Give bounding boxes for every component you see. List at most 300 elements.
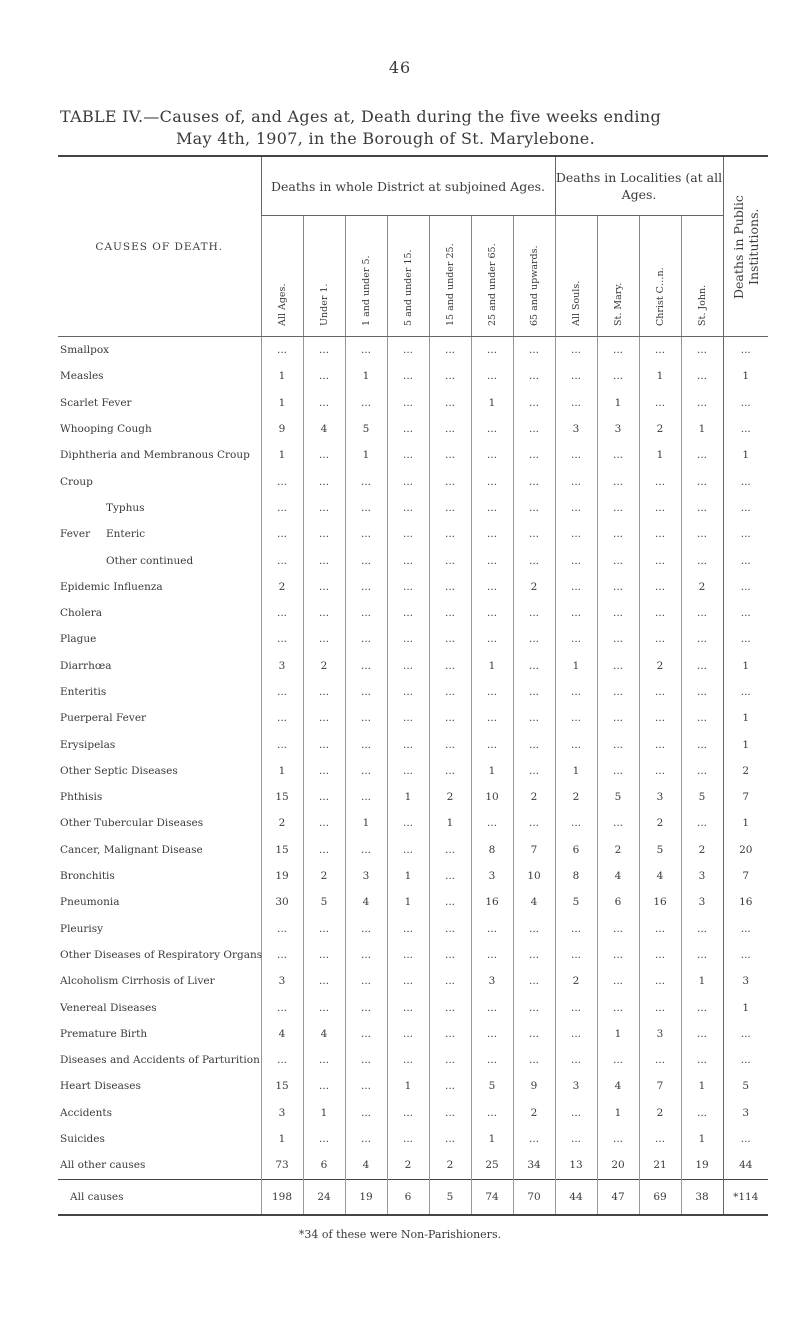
table-cell: ... xyxy=(387,1021,429,1047)
table-cell: ... xyxy=(597,994,639,1020)
table-cell: ... xyxy=(471,442,513,468)
table-cell: ... xyxy=(471,547,513,573)
cause-label: All other causes xyxy=(60,1159,146,1172)
table-cell: ... xyxy=(261,942,303,968)
table-cell: 3 xyxy=(471,968,513,994)
table-cell: ... xyxy=(555,600,597,626)
table-row xyxy=(58,626,768,652)
table-cell: 2 xyxy=(597,837,639,863)
cause-label: Pneumonia xyxy=(60,896,120,909)
table-cell: ... xyxy=(345,1021,387,1047)
table-cell: ... xyxy=(597,731,639,757)
table-cell: 2 xyxy=(555,784,597,810)
table-cell: 8 xyxy=(555,863,597,889)
table-row xyxy=(58,337,768,364)
table-cell: 15 xyxy=(261,837,303,863)
table-cell: ... xyxy=(387,1126,429,1152)
table-cell: ... xyxy=(387,495,429,521)
cause-label: Plague xyxy=(60,633,97,646)
table-cell: 2 xyxy=(387,1152,429,1179)
table-cell: ... xyxy=(471,416,513,442)
total-cell: 47 xyxy=(597,1179,639,1215)
table-cell: 1 xyxy=(261,1126,303,1152)
table-row xyxy=(58,1100,768,1126)
table-cell: ... xyxy=(723,1047,768,1073)
table-cell: 7 xyxy=(723,784,768,810)
table-cell: ... xyxy=(345,390,387,416)
table-row xyxy=(58,731,768,757)
table-cell: ... xyxy=(639,1126,681,1152)
table-cell: 2 xyxy=(555,968,597,994)
table-cell: ... xyxy=(261,705,303,731)
table-cell: 1 xyxy=(555,653,597,679)
total-cell: 69 xyxy=(639,1179,681,1215)
table-cell: ... xyxy=(723,1126,768,1152)
table-cell: ... xyxy=(513,731,555,757)
table-cell: ... xyxy=(303,547,345,573)
table-cell: 1 xyxy=(387,863,429,889)
table-cell: ... xyxy=(261,679,303,705)
table-cell: ... xyxy=(723,468,768,494)
table-cell: ... xyxy=(429,705,471,731)
locality-col-header: St. John. xyxy=(681,216,723,337)
table-cell: ... xyxy=(681,442,723,468)
table-row xyxy=(58,1073,768,1099)
table-cell: ... xyxy=(387,521,429,547)
table-cell: ... xyxy=(513,468,555,494)
table-cell: ... xyxy=(597,758,639,784)
cause-label: Other Diseases of Respiratory Organs xyxy=(60,948,263,961)
table-cell: 4 xyxy=(597,1073,639,1099)
table-cell: 8 xyxy=(471,837,513,863)
table-cell: ... xyxy=(639,679,681,705)
table-cell: ... xyxy=(387,547,429,573)
table-cell: ... xyxy=(345,521,387,547)
table-cell: ... xyxy=(303,784,345,810)
table-cell: ... xyxy=(303,468,345,494)
table-cell: 1 xyxy=(681,416,723,442)
table-cell: ... xyxy=(513,1021,555,1047)
table-cell: ... xyxy=(513,705,555,731)
table-cell: 6 xyxy=(303,1152,345,1179)
table-cell: ... xyxy=(345,600,387,626)
table-cell: ... xyxy=(681,363,723,389)
table-cell: 1 xyxy=(261,363,303,389)
table-cell: 1 xyxy=(345,442,387,468)
table-row xyxy=(58,784,768,810)
table-cell: 1 xyxy=(387,889,429,915)
cause-label: Scarlet Fever xyxy=(60,396,132,409)
table-row xyxy=(58,521,768,547)
table-cell: ... xyxy=(555,574,597,600)
table-cell: 4 xyxy=(513,889,555,915)
cause-label: Typhus xyxy=(106,501,145,514)
table-cell: ... xyxy=(345,758,387,784)
table-cell: ... xyxy=(681,521,723,547)
table-cell: ... xyxy=(429,468,471,494)
table-cell: 15 xyxy=(261,1073,303,1099)
table-cell: ... xyxy=(513,495,555,521)
table-cell: ... xyxy=(471,942,513,968)
table-cell: ... xyxy=(261,626,303,652)
table-cell: ... xyxy=(345,574,387,600)
age-col-header: 65 and upwards. xyxy=(513,216,555,337)
table-cell: ... xyxy=(345,626,387,652)
table-cell: 5 xyxy=(681,784,723,810)
table-cell: ... xyxy=(513,442,555,468)
table-cell: 1 xyxy=(723,442,768,468)
table-cell: ... xyxy=(303,495,345,521)
table-cell: ... xyxy=(471,1100,513,1126)
causes-header: CAUSES OF DEATH. xyxy=(58,157,261,337)
table-cell: ... xyxy=(681,994,723,1020)
table-row xyxy=(58,363,768,389)
table-row xyxy=(58,810,768,836)
table-cell: ... xyxy=(513,968,555,994)
table-cell: 4 xyxy=(639,863,681,889)
table-cell: ... xyxy=(471,495,513,521)
table-cell: ... xyxy=(429,837,471,863)
table-cell: 1 xyxy=(387,1073,429,1099)
table-cell: ... xyxy=(387,442,429,468)
table-cell: 2 xyxy=(261,810,303,836)
table-cell: 4 xyxy=(261,1021,303,1047)
table-cell: ... xyxy=(261,521,303,547)
table-cell: ... xyxy=(513,416,555,442)
cause-label: Erysipelas xyxy=(60,738,116,751)
table-cell: ... xyxy=(387,363,429,389)
table-cell: ... xyxy=(723,626,768,652)
table-cell: ... xyxy=(513,547,555,573)
total-cell: *114 xyxy=(723,1179,768,1215)
table-cell: ... xyxy=(513,653,555,679)
table-cell: ... xyxy=(639,574,681,600)
table-cell: ... xyxy=(429,679,471,705)
table-cell: ... xyxy=(681,679,723,705)
table-cell: ... xyxy=(555,468,597,494)
total-cell: 19 xyxy=(345,1179,387,1215)
table-cell: 3 xyxy=(345,863,387,889)
table-cell: ... xyxy=(471,916,513,942)
table-cell: 4 xyxy=(345,1152,387,1179)
table-cell: 2 xyxy=(513,784,555,810)
cause-label: Venereal Diseases xyxy=(60,1001,157,1014)
table-cell: ... xyxy=(303,600,345,626)
table-cell: ... xyxy=(639,521,681,547)
table-cell: ... xyxy=(639,468,681,494)
table-cell: ... xyxy=(723,416,768,442)
table-cell: ... xyxy=(303,837,345,863)
table-cell: ... xyxy=(429,574,471,600)
table-cell: ... xyxy=(429,390,471,416)
table-cell: ... xyxy=(597,1047,639,1073)
table-cell: 2 xyxy=(681,574,723,600)
table-cell: ... xyxy=(681,1100,723,1126)
table-cell: ... xyxy=(345,994,387,1020)
table-cell: ... xyxy=(387,626,429,652)
table-cell: ... xyxy=(681,626,723,652)
cause-label: Other continued xyxy=(106,554,194,567)
table-cell: 3 xyxy=(639,1021,681,1047)
table-cell: ... xyxy=(639,1047,681,1073)
table-cell: ... xyxy=(429,600,471,626)
table-cell: 5 xyxy=(471,1073,513,1099)
table-cell: ... xyxy=(429,521,471,547)
cause-label: Diarrhœa xyxy=(60,659,112,672)
table-cell: ... xyxy=(303,363,345,389)
table-row xyxy=(58,889,768,915)
table-cell: ... xyxy=(597,653,639,679)
table-cell: ... xyxy=(429,916,471,942)
table-title xyxy=(60,106,770,150)
table-cell: ... xyxy=(639,968,681,994)
public-institutions-header: Deaths in Public Institutions. xyxy=(723,157,768,337)
table-cell: ... xyxy=(639,942,681,968)
age-col-header: 5 and under 15. xyxy=(387,216,429,337)
table-cell: 4 xyxy=(345,889,387,915)
table-cell: ... xyxy=(429,547,471,573)
table-row xyxy=(58,416,768,442)
cause-label: Premature Birth xyxy=(60,1027,148,1040)
table-cell: ... xyxy=(471,521,513,547)
cause-label: Accidents xyxy=(60,1106,113,1119)
total-cell: 70 xyxy=(513,1179,555,1215)
total-cell: 5 xyxy=(429,1179,471,1215)
cause-label: Diphtheria and Membranous Croup xyxy=(60,449,250,462)
table-cell: ... xyxy=(681,337,723,364)
table-cell: ... xyxy=(261,731,303,757)
table-cell: 1 xyxy=(429,810,471,836)
table-cell: ... xyxy=(555,994,597,1020)
table-cell: ... xyxy=(429,968,471,994)
table-cell: 6 xyxy=(555,837,597,863)
table-cell: 3 xyxy=(723,1100,768,1126)
total-cell: 44 xyxy=(555,1179,597,1215)
total-cell: 74 xyxy=(471,1179,513,1215)
table-cell: ... xyxy=(723,1021,768,1047)
table-cell: ... xyxy=(471,600,513,626)
cause-label: Bronchitis xyxy=(60,870,115,883)
table-cell: 1 xyxy=(723,653,768,679)
table-cell: 1 xyxy=(555,758,597,784)
table-row xyxy=(58,1021,768,1047)
table-row xyxy=(58,1152,768,1179)
table-cell: ... xyxy=(429,653,471,679)
table-cell: ... xyxy=(387,653,429,679)
table-cell: 20 xyxy=(597,1152,639,1179)
table-cell: ... xyxy=(387,916,429,942)
table-cell: ... xyxy=(639,337,681,364)
table-cell: ... xyxy=(387,1100,429,1126)
table-cell: ... xyxy=(513,810,555,836)
cause-label: Fever Enteric xyxy=(60,528,146,541)
table-cell: ... xyxy=(429,942,471,968)
cause-label: Other Septic Diseases xyxy=(60,764,178,777)
table-cell: ... xyxy=(387,337,429,364)
table-cell: ... xyxy=(429,1073,471,1099)
table-cell: ... xyxy=(555,626,597,652)
table-cell: ... xyxy=(345,942,387,968)
localities-header: Deaths in Localities (at all Ages. xyxy=(555,157,723,216)
table-row xyxy=(58,547,768,573)
table-cell: ... xyxy=(303,731,345,757)
table-cell: ... xyxy=(261,916,303,942)
table-cell: 4 xyxy=(303,416,345,442)
table-cell: ... xyxy=(723,600,768,626)
table-cell: ... xyxy=(303,942,345,968)
cause-label: Enteritis xyxy=(60,686,107,698)
table-cell: ... xyxy=(471,810,513,836)
table-cell: ... xyxy=(471,363,513,389)
table-cell: 2 xyxy=(639,1100,681,1126)
table-cell: 5 xyxy=(639,837,681,863)
table-row xyxy=(58,758,768,784)
table-cell: ... xyxy=(681,1021,723,1047)
table-cell: ... xyxy=(345,1047,387,1073)
table-cell: 1 xyxy=(387,784,429,810)
cause-label: Whooping Cough xyxy=(60,423,152,436)
table-cell: 10 xyxy=(513,863,555,889)
table-cell: ... xyxy=(429,1021,471,1047)
table-cell: ... xyxy=(303,1126,345,1152)
table-cell: ... xyxy=(513,916,555,942)
table-cell: ... xyxy=(513,390,555,416)
table-cell: ... xyxy=(429,626,471,652)
table-cell: ... xyxy=(555,363,597,389)
table-cell: ... xyxy=(345,1073,387,1099)
table-cell: 1 xyxy=(261,442,303,468)
table-cell: 7 xyxy=(639,1073,681,1099)
table-cell: 1 xyxy=(723,705,768,731)
table-cell: ... xyxy=(597,495,639,521)
table-cell: ... xyxy=(555,1100,597,1126)
table-cell: ... xyxy=(429,416,471,442)
table-cell: ... xyxy=(261,547,303,573)
locality-col-header: St. Mary. xyxy=(597,216,639,337)
table-cell: ... xyxy=(723,521,768,547)
table-cell: ... xyxy=(471,679,513,705)
table-cell: ... xyxy=(639,994,681,1020)
table-cell: ... xyxy=(471,337,513,364)
table-cell: ... xyxy=(723,495,768,521)
table-cell: 16 xyxy=(471,889,513,915)
cause-label: Epidemic Influenza xyxy=(60,580,163,593)
table-cell: ... xyxy=(429,337,471,364)
table-cell: ... xyxy=(681,468,723,494)
table-cell: ... xyxy=(387,810,429,836)
table-row xyxy=(58,653,768,679)
table-cell: ... xyxy=(681,731,723,757)
table-cell: 34 xyxy=(513,1152,555,1179)
table-cell: ... xyxy=(471,1047,513,1073)
table-cell: 3 xyxy=(723,968,768,994)
table-cell: ... xyxy=(639,626,681,652)
table-cell: ... xyxy=(639,547,681,573)
table-cell: ... xyxy=(387,390,429,416)
table-cell: ... xyxy=(555,337,597,364)
table-cell: ... xyxy=(387,731,429,757)
table-cell: ... xyxy=(723,574,768,600)
cause-label: Cancer, Malignant Disease xyxy=(60,843,203,856)
table-cell: 2 xyxy=(681,837,723,863)
table-row xyxy=(58,705,768,731)
table-cell: ... xyxy=(597,442,639,468)
table-cell: ... xyxy=(429,994,471,1020)
table-cell: ... xyxy=(345,1126,387,1152)
table-cell: ... xyxy=(387,1047,429,1073)
table-row xyxy=(58,994,768,1020)
cause-label: Croup xyxy=(60,475,93,488)
total-cell: 24 xyxy=(303,1179,345,1215)
total-row xyxy=(58,1179,768,1215)
table-cell: ... xyxy=(597,942,639,968)
table-row xyxy=(58,837,768,863)
table-cell: ... xyxy=(639,758,681,784)
table-cell: ... xyxy=(345,679,387,705)
table-cell: ... xyxy=(345,705,387,731)
table-cell: ... xyxy=(639,916,681,942)
table-cell: 9 xyxy=(513,1073,555,1099)
table-cell: ... xyxy=(597,626,639,652)
table-cell: 1 xyxy=(639,363,681,389)
total-cell: 38 xyxy=(681,1179,723,1215)
cause-label: Heart Diseases xyxy=(60,1080,141,1093)
table-row xyxy=(58,916,768,942)
table-cell: 1 xyxy=(681,1073,723,1099)
cause-label: Puerperal Fever xyxy=(60,712,147,725)
table-cell: ... xyxy=(303,390,345,416)
table-cell: ... xyxy=(681,495,723,521)
table-cell: ... xyxy=(261,495,303,521)
table-cell: 5 xyxy=(723,1073,768,1099)
table-cell: ... xyxy=(681,1047,723,1073)
cause-label: Phthisis xyxy=(60,791,103,804)
table-cell: 19 xyxy=(681,1152,723,1179)
table-cell: ... xyxy=(387,416,429,442)
table-cell: 2 xyxy=(513,574,555,600)
table-cell: ... xyxy=(597,337,639,364)
table-cell: ... xyxy=(345,784,387,810)
table-cell: ... xyxy=(597,810,639,836)
table-row xyxy=(58,390,768,416)
table-row xyxy=(58,600,768,626)
table-cell: ... xyxy=(513,679,555,705)
total-cell: 198 xyxy=(261,1179,303,1215)
table-cell: ... xyxy=(555,705,597,731)
table-cell: ... xyxy=(597,363,639,389)
table-cell: ... xyxy=(723,390,768,416)
table-cell: 1 xyxy=(681,968,723,994)
table-cell: 1 xyxy=(681,1126,723,1152)
table-cell: ... xyxy=(555,810,597,836)
table-cell: 16 xyxy=(639,889,681,915)
table-cell: 1 xyxy=(597,1021,639,1047)
table-cell: ... xyxy=(681,390,723,416)
table-cell: ... xyxy=(429,1047,471,1073)
title-line-2: May 4th, 1907, in the Borough of St. Marylebone. xyxy=(176,129,595,148)
table-row xyxy=(58,442,768,468)
cause-label: Measles xyxy=(60,370,104,383)
table-cell: 1 xyxy=(597,390,639,416)
table-row xyxy=(58,679,768,705)
table-cell: ... xyxy=(303,337,345,364)
table-cell: 1 xyxy=(303,1100,345,1126)
table-cell: ... xyxy=(429,1100,471,1126)
table-cell: ... xyxy=(681,758,723,784)
locality-col-header: Christ C…n. xyxy=(639,216,681,337)
table-cell: 2 xyxy=(303,653,345,679)
table-cell: ... xyxy=(555,1021,597,1047)
